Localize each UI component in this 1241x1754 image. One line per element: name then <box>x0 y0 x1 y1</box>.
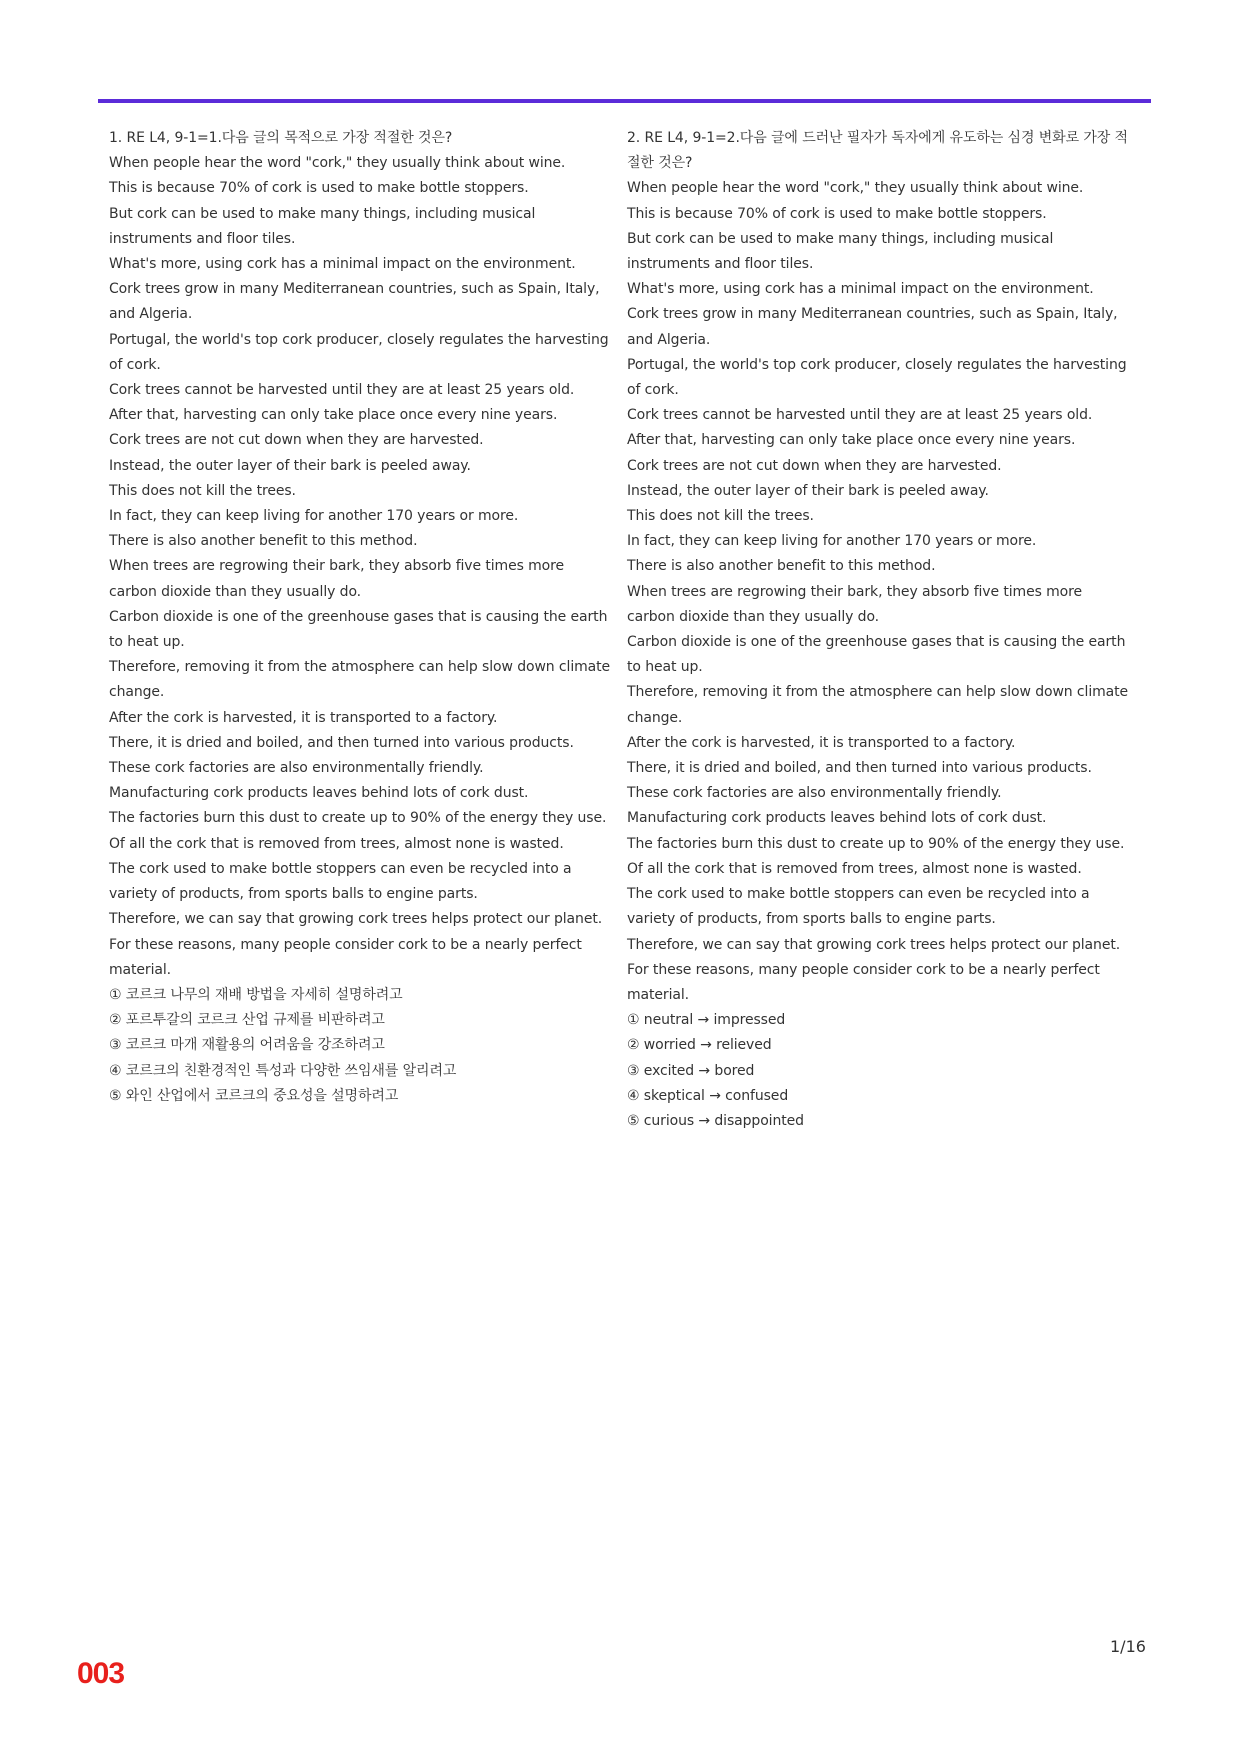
passage-sentence: When trees are regrowing their bark, they absorb five times more carbon dioxide than they usually do. <box>109 558 564 600</box>
passage-sentence: Therefore, removing it from the atmosphere can help slow down climate change. <box>109 659 611 701</box>
passage-sentence: Therefore, removing it from the atmosphere can help slow down climate change. <box>627 684 1129 726</box>
passage-sentence: Therefore, we can say that growing cork trees helps protect our planet. <box>109 911 603 928</box>
answer-option: ④ 코르크의 친환경적인 특성과 다양한 쓰임새를 알리려고 <box>109 1062 457 1079</box>
page-number: 1/16 <box>1110 1637 1146 1656</box>
passage-sentence: In fact, they can keep living for another 170 years or more. <box>109 508 519 525</box>
passage-sentence: Cork trees grow in many Mediterranean countries, such as Spain, Italy, and Algeria. <box>627 306 1118 348</box>
passage-sentence: The factories burn this dust to create up to 90% of the energy they use. <box>109 810 607 827</box>
answer-option: ③ 코르크 마개 재활용의 어려움을 강조하려고 <box>109 1037 385 1054</box>
passage <box>109 151 614 983</box>
answer-options <box>627 1008 1132 1134</box>
passage-sentence: Cork trees cannot be harvested until they are at least 25 years old. <box>627 407 1093 424</box>
passage-sentence: Carbon dioxide is one of the greenhouse gases that is causing the earth to heat up. <box>109 608 608 651</box>
answer-option: ③ excited → bored <box>627 1062 755 1079</box>
passage-sentence: These cork factories are also environmentally friendly. <box>627 785 1002 802</box>
passage <box>627 176 1132 1008</box>
passage-sentence: When people hear the word "cork," they usually think about wine. <box>109 155 566 172</box>
passage-sentence: But cork can be used to make many things, including musical instruments and floor tiles. <box>109 205 536 247</box>
passage-sentence: This does not kill the trees. <box>627 508 814 525</box>
answer-option: ② 포르투갈의 코르크 산업 규제를 비판하려고 <box>109 1012 385 1029</box>
passage-sentence: When people hear the word "cork," they usually think about wine. <box>627 180 1084 197</box>
passage-sentence: Of all the cork that is removed from trees, almost none is wasted. <box>109 835 564 852</box>
passage-sentence: Of all the cork that is removed from trees, almost none is wasted. <box>627 860 1082 877</box>
passage-sentence: Portugal, the world's top cork producer, closely regulates the harvesting of cork. <box>109 331 609 373</box>
passage-sentence: Cork trees cannot be harvested until they are at least 25 years old. <box>109 382 575 399</box>
passage-sentence: What's more, using cork has a minimal impact on the environment. <box>109 256 576 273</box>
passage-sentence: There, it is dried and boiled, and then turned into various products. <box>627 760 1092 777</box>
question-title: 2. RE L4, 9-1=2.다음 글에 드러난 필자가 독자에게 유도하는 심경 변화로 가장 적절한 것은? <box>627 130 1128 172</box>
answer-option: ① neutral → impressed <box>627 1012 786 1029</box>
passage-sentence: The cork used to make bottle stoppers can even be recycled into a variety of products, from sports balls to engine parts. <box>627 886 1090 928</box>
header-rule <box>98 99 1151 103</box>
passage-sentence: Cork trees are not cut down when they are harvested. <box>109 432 484 449</box>
question-1 <box>109 126 614 1109</box>
passage-sentence: Therefore, we can say that growing cork trees helps protect our planet. <box>627 936 1121 953</box>
passage-sentence: These cork factories are also environmentally friendly. <box>109 760 484 777</box>
passage-sentence: Cork trees grow in many Mediterranean countries, such as Spain, Italy, and Algeria. <box>109 281 600 323</box>
passage-sentence: Instead, the outer layer of their bark is peeled away. <box>109 457 471 474</box>
passage-sentence: There, it is dried and boiled, and then turned into various products. <box>109 734 574 751</box>
passage-sentence: Carbon dioxide is one of the greenhouse gases that is causing the earth to heat up. <box>627 634 1126 676</box>
passage-sentence: When trees are regrowing their bark, they absorb five times more carbon dioxide than they usually do. <box>627 583 1082 625</box>
passage-sentence: The factories burn this dust to create up to 90% of the energy they use. <box>627 835 1125 852</box>
answer-option: ⑤ 와인 산업에서 코르크의 중요성을 설명하려고 <box>109 1087 399 1104</box>
passage-sentence: Cork trees are not cut down when they are harvested. <box>627 457 1002 474</box>
passage-sentence: In fact, they can keep living for another 170 years or more. <box>627 533 1037 550</box>
passage-sentence: What's more, using cork has a minimal impact on the environment. <box>627 281 1094 298</box>
answer-option: ⑤ curious → disappointed <box>627 1112 804 1129</box>
answer-option: ② worried → relieved <box>627 1037 772 1054</box>
passage-sentence: The cork used to make bottle stoppers can even be recycled into a variety of products, from sports balls to engine parts. <box>109 860 572 903</box>
passage-sentence: This does not kill the trees. <box>109 482 296 499</box>
passage-sentence: This is because 70% of cork is used to make bottle stoppers. <box>109 180 529 197</box>
passage-sentence: After that, harvesting can only take place once every nine years. <box>627 432 1076 449</box>
answer-option: ① 코르크 나무의 재배 방법을 자세히 설명하려고 <box>109 986 403 1003</box>
passage-sentence: There is also another benefit to this method. <box>627 558 936 575</box>
answer-option: ④ skeptical → confused <box>627 1087 789 1104</box>
passage-sentence: Manufacturing cork products leaves behind lots of cork dust. <box>627 810 1047 827</box>
passage-sentence: There is also another benefit to this method. <box>109 533 418 550</box>
passage-sentence: After that, harvesting can only take place once every nine years. <box>109 407 558 424</box>
passage-sentence: After the cork is harvested, it is transported to a factory. <box>109 709 498 726</box>
passage-sentence: This is because 70% of cork is used to make bottle stoppers. <box>627 205 1047 222</box>
document-code: 003 <box>77 1657 125 1690</box>
passage-sentence: For these reasons, many people consider cork to be a nearly perfect material. <box>109 936 582 978</box>
passage-sentence: But cork can be used to make many things, including musical instruments and floor tiles. <box>627 230 1054 273</box>
answer-options <box>109 983 614 1109</box>
question-2 <box>627 126 1132 1134</box>
passage-sentence: Portugal, the world's top cork producer, closely regulates the harvesting of cork. <box>627 356 1127 399</box>
question-title: 1. RE L4, 9-1=1.다음 글의 목적으로 가장 적절한 것은? <box>109 130 453 146</box>
passage-sentence: For these reasons, many people consider cork to be a nearly perfect material. <box>627 961 1100 1003</box>
passage-sentence: Manufacturing cork products leaves behind lots of cork dust. <box>109 785 529 802</box>
passage-sentence: After the cork is harvested, it is transported to a factory. <box>627 734 1016 751</box>
passage-sentence: Instead, the outer layer of their bark is peeled away. <box>627 482 989 499</box>
